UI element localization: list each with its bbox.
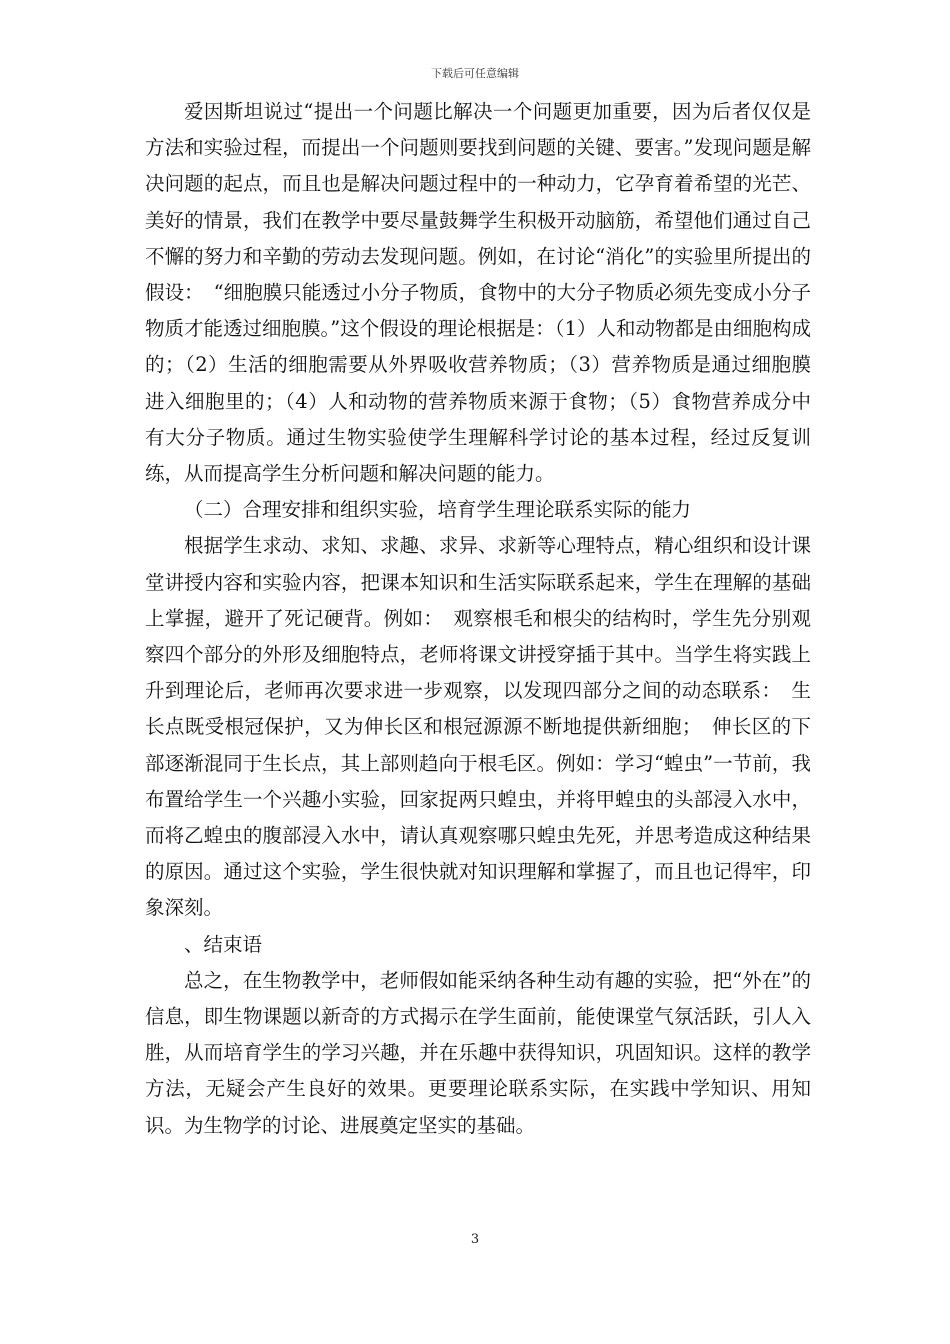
document-body xyxy=(145,94,811,1144)
page-number: 3 xyxy=(470,1232,480,1247)
paragraph-conclusion: 总之，在生物教学中，老师假如能采纳各种生动有趣的实验，把“外在”的信息，即生物课题以新奇的方式揭示在学生面前，能使课堂气氛活跃，引人入胜，从而培育学生的学习兴趣，并在乐趣中获得知识，巩固知识。这样的教学方法，无疑会产生良好的效果。更要理论联系实际，在实践中学知识、用知识。为生物学的讨论、进展奠定坚实的基础。 xyxy=(145,968,811,1137)
section-heading-2: （二）合理安排和组织实验，培育学生理论联系实际的能力 xyxy=(184,498,692,522)
paragraph-experiment-arrangement: 根据学生求动、求知、求趣、求异、求新等心理特点，精心组织和设计课堂讲授内容和实验内容，把课本知识和生活实际联系起来，学生在理解的基础上掌握，避开了死记硬背。例如： 观察根毛和根尖的结构时，学生先分别观察四个部分的外形及细胞特点，老师将课文讲授穿插于其中。当学生将实践上升到理论后，老师再次要求进一步观察，以发现四部分之间的动态联系： 生长点既受根冠保护，又为伸长区和根冠源源不断地提供新细胞； 伸长区的下部逐渐混同于生长点，其上部则趋向于根毛区。例如：学习“蝗虫”一节前，我布置给学生一个兴趣小实验，回家捉两只蝗虫，并将甲蝗虫的头部浸入水中，而将乙蝗虫的腹部浸入水中，请认真观察哪只蝗虫先死，并思考造成这种结果的原因。通过这个实验，学生很快就对知识理解和掌握了，而且也记得牢，印象深刻。 xyxy=(145,534,811,920)
page-header: 下载后可任意编辑 xyxy=(431,67,519,80)
paragraph-einstein-quote: 爱因斯坦说过“提出一个问题比解决一个问题更加重要，因为后者仅仅是方法和实验过程，而提出一个问题则要找到问题的关键、要害。”发现问题是解决问题的起点，而且也是解决问题过程中的一种动力，它孕育着希望的光芒、美好的情景，我们在教学中要尽量鼓舞学生积极开动脑筋，希望他们通过自己不懈的努力和辛勤的劳动去发现问题。例如，在讨论“消化”的实验里所提出的假设： “细胞膜只能透过小分子物质，食物中的大分子物质必须先变成小分子物质才能透过细胞膜。”这个假设的理论根据是：（1）人和动物都是由细胞构成的；（2）生活的细胞需要从外界吸收营养物质；（3）营养物质是通过细胞膜进入细胞里的；（4）人和动物的营养物质来源于食物；（5）食物营养成分中有大分子物质。通过生物实验使学生理解科学讨论的基本过程，经过反复训练，从而提高学生分析问题和解决问题的能力。 xyxy=(145,100,811,486)
section-heading-conclusion: 、结束语 xyxy=(184,932,263,956)
